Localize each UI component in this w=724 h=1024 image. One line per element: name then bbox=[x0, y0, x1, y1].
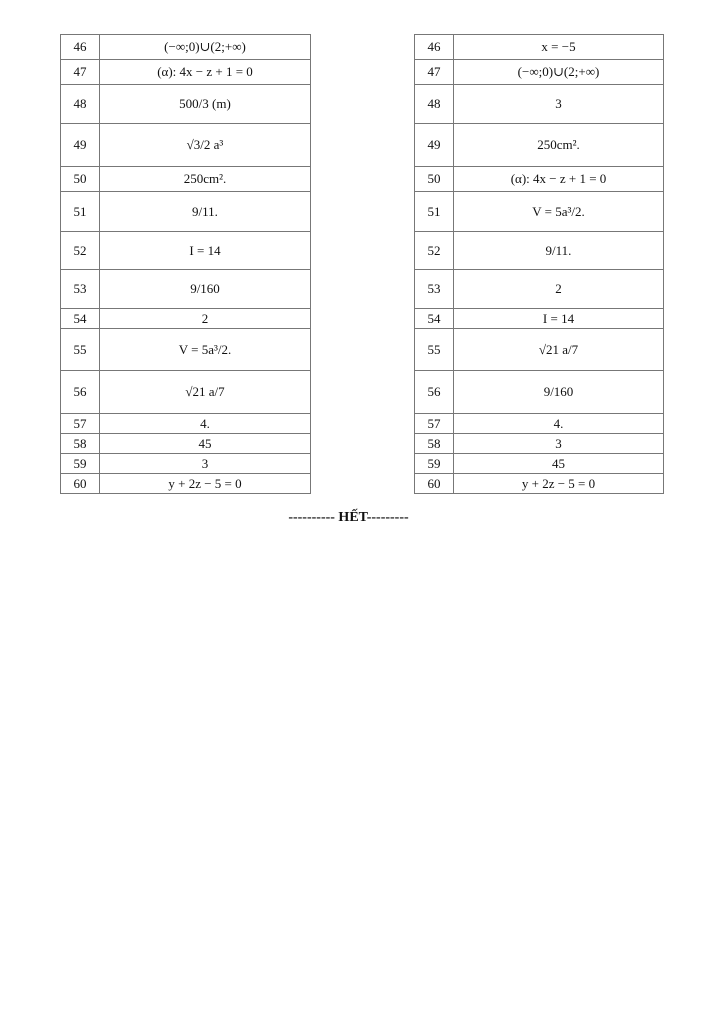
table-row bbox=[61, 414, 311, 434]
question-number: 51 bbox=[61, 192, 100, 232]
table-row bbox=[415, 192, 664, 232]
table-row bbox=[61, 474, 311, 494]
question-number: 49 bbox=[61, 124, 100, 167]
question-number: 48 bbox=[415, 85, 454, 124]
answer-cell bbox=[100, 192, 311, 232]
question-number: 52 bbox=[61, 232, 100, 270]
question-number: 52 bbox=[415, 232, 454, 270]
answer-cell bbox=[454, 60, 664, 85]
question-number: 50 bbox=[415, 167, 454, 192]
answer-text: 3 bbox=[555, 96, 562, 111]
table-row bbox=[415, 474, 664, 494]
table-row bbox=[415, 60, 664, 85]
question-number: 59 bbox=[415, 454, 454, 474]
question-number: 56 bbox=[61, 371, 100, 414]
answer-text: 250cm². bbox=[537, 137, 580, 152]
table-row bbox=[61, 232, 311, 270]
answer-cell bbox=[454, 85, 664, 124]
answer-text: I = 14 bbox=[542, 310, 575, 326]
table-row bbox=[415, 434, 664, 454]
answer-cell bbox=[454, 232, 664, 270]
answer-cell bbox=[100, 85, 311, 124]
table-row bbox=[415, 371, 664, 414]
table-row bbox=[415, 85, 664, 124]
table-row bbox=[415, 414, 664, 434]
answer-table-right bbox=[414, 34, 664, 494]
answer-cell bbox=[100, 454, 311, 474]
answer-cell bbox=[454, 124, 664, 167]
answer-text: √3/2 a³ bbox=[186, 137, 224, 152]
answer-cell bbox=[100, 414, 311, 434]
question-number: 51 bbox=[415, 192, 454, 232]
question-number: 46 bbox=[61, 35, 100, 60]
answer-cell bbox=[454, 270, 664, 309]
table-row bbox=[61, 167, 311, 192]
table-row bbox=[61, 454, 311, 474]
question-number: 56 bbox=[415, 371, 454, 414]
answer-cell bbox=[454, 434, 664, 454]
answer-text: 2 bbox=[201, 310, 209, 326]
answer-cell bbox=[454, 309, 664, 329]
answer-text: √21 a/7 bbox=[538, 341, 579, 357]
answer-text: 9/11. bbox=[192, 203, 218, 219]
answer-text: 4. bbox=[553, 415, 564, 431]
answer-cell bbox=[454, 414, 664, 434]
question-number: 53 bbox=[415, 270, 454, 309]
answer-cell bbox=[454, 192, 664, 232]
question-number: 58 bbox=[415, 434, 454, 454]
table-row bbox=[415, 309, 664, 329]
question-number: 55 bbox=[415, 329, 454, 371]
answer-text: 500/3 (m) bbox=[179, 96, 231, 111]
answer-cell bbox=[100, 270, 311, 309]
question-number: 57 bbox=[415, 414, 454, 434]
answer-cell bbox=[100, 474, 311, 494]
table-row bbox=[61, 124, 311, 167]
answer-text: y + 2z − 5 = 0 bbox=[168, 475, 242, 491]
answer-cell bbox=[454, 474, 664, 494]
question-number: 58 bbox=[61, 434, 100, 454]
answer-cell bbox=[454, 329, 664, 371]
table-row bbox=[61, 192, 311, 232]
answer-cell bbox=[100, 167, 311, 192]
question-number: 55 bbox=[61, 329, 100, 371]
table-row bbox=[61, 35, 311, 60]
answer-text: 4. bbox=[200, 415, 210, 431]
answer-cell bbox=[100, 60, 311, 85]
answer-text: V = 5a³/2. bbox=[532, 203, 585, 219]
table-row bbox=[61, 85, 311, 124]
question-number: 48 bbox=[61, 85, 100, 124]
answer-text: 45 bbox=[552, 455, 565, 471]
answer-text: x = −5 bbox=[541, 39, 576, 54]
answer-cell bbox=[454, 454, 664, 474]
answer-text: y + 2z − 5 = 0 bbox=[521, 475, 596, 491]
answer-text: (−∞;0)∪(2;+∞) bbox=[164, 39, 246, 54]
answer-text: 250cm². bbox=[183, 171, 227, 186]
table-row bbox=[415, 329, 664, 371]
table-row bbox=[61, 434, 311, 454]
question-number: 53 bbox=[61, 270, 100, 309]
question-number: 50 bbox=[61, 167, 100, 192]
answer-cell bbox=[100, 434, 311, 454]
answer-cell bbox=[100, 35, 311, 60]
table-row bbox=[415, 232, 664, 270]
question-number: 47 bbox=[415, 60, 454, 85]
table-row bbox=[415, 270, 664, 309]
answer-text: (α): 4x − z + 1 = 0 bbox=[510, 171, 607, 186]
table-row bbox=[415, 454, 664, 474]
table-row bbox=[415, 124, 664, 167]
table-row bbox=[61, 60, 311, 85]
answer-cell bbox=[454, 371, 664, 414]
question-number: 54 bbox=[415, 309, 454, 329]
question-number: 60 bbox=[61, 474, 100, 494]
answer-cell bbox=[100, 232, 311, 270]
end-marker: ---------- HẾT--------- bbox=[288, 510, 409, 525]
table-row bbox=[415, 167, 664, 192]
question-number: 59 bbox=[61, 454, 100, 474]
answer-text: 45 bbox=[198, 435, 212, 451]
question-number: 47 bbox=[61, 60, 100, 85]
table-row bbox=[61, 270, 311, 309]
table-row bbox=[415, 35, 664, 60]
answer-text: 2 bbox=[555, 281, 562, 296]
answer-text: 3 bbox=[555, 435, 562, 451]
question-number: 60 bbox=[415, 474, 454, 494]
answer-cell bbox=[100, 371, 311, 414]
answer-text: √21 a/7 bbox=[185, 384, 225, 399]
question-number: 57 bbox=[61, 414, 100, 434]
answer-text: (−∞;0)∪(2;+∞) bbox=[517, 64, 600, 79]
table-row bbox=[61, 309, 311, 329]
table-row bbox=[61, 371, 311, 414]
answer-cell bbox=[100, 329, 311, 371]
answer-text: 3 bbox=[201, 455, 209, 471]
answer-table-left bbox=[60, 34, 311, 494]
answer-text: I = 14 bbox=[189, 242, 221, 258]
table-row bbox=[61, 329, 311, 371]
answer-text: V = 5a³/2. bbox=[178, 341, 232, 357]
answer-text: 9/11. bbox=[545, 242, 572, 258]
answer-cell bbox=[454, 167, 664, 192]
answer-cell bbox=[100, 124, 311, 167]
answer-text: 9/160 bbox=[543, 384, 574, 399]
answer-text: (α): 4x − z + 1 = 0 bbox=[157, 64, 253, 79]
question-number: 46 bbox=[415, 35, 454, 60]
answer-cell bbox=[454, 35, 664, 60]
question-number: 49 bbox=[415, 124, 454, 167]
answer-cell bbox=[100, 309, 311, 329]
question-number: 54 bbox=[61, 309, 100, 329]
answer-text: 9/160 bbox=[190, 281, 220, 296]
